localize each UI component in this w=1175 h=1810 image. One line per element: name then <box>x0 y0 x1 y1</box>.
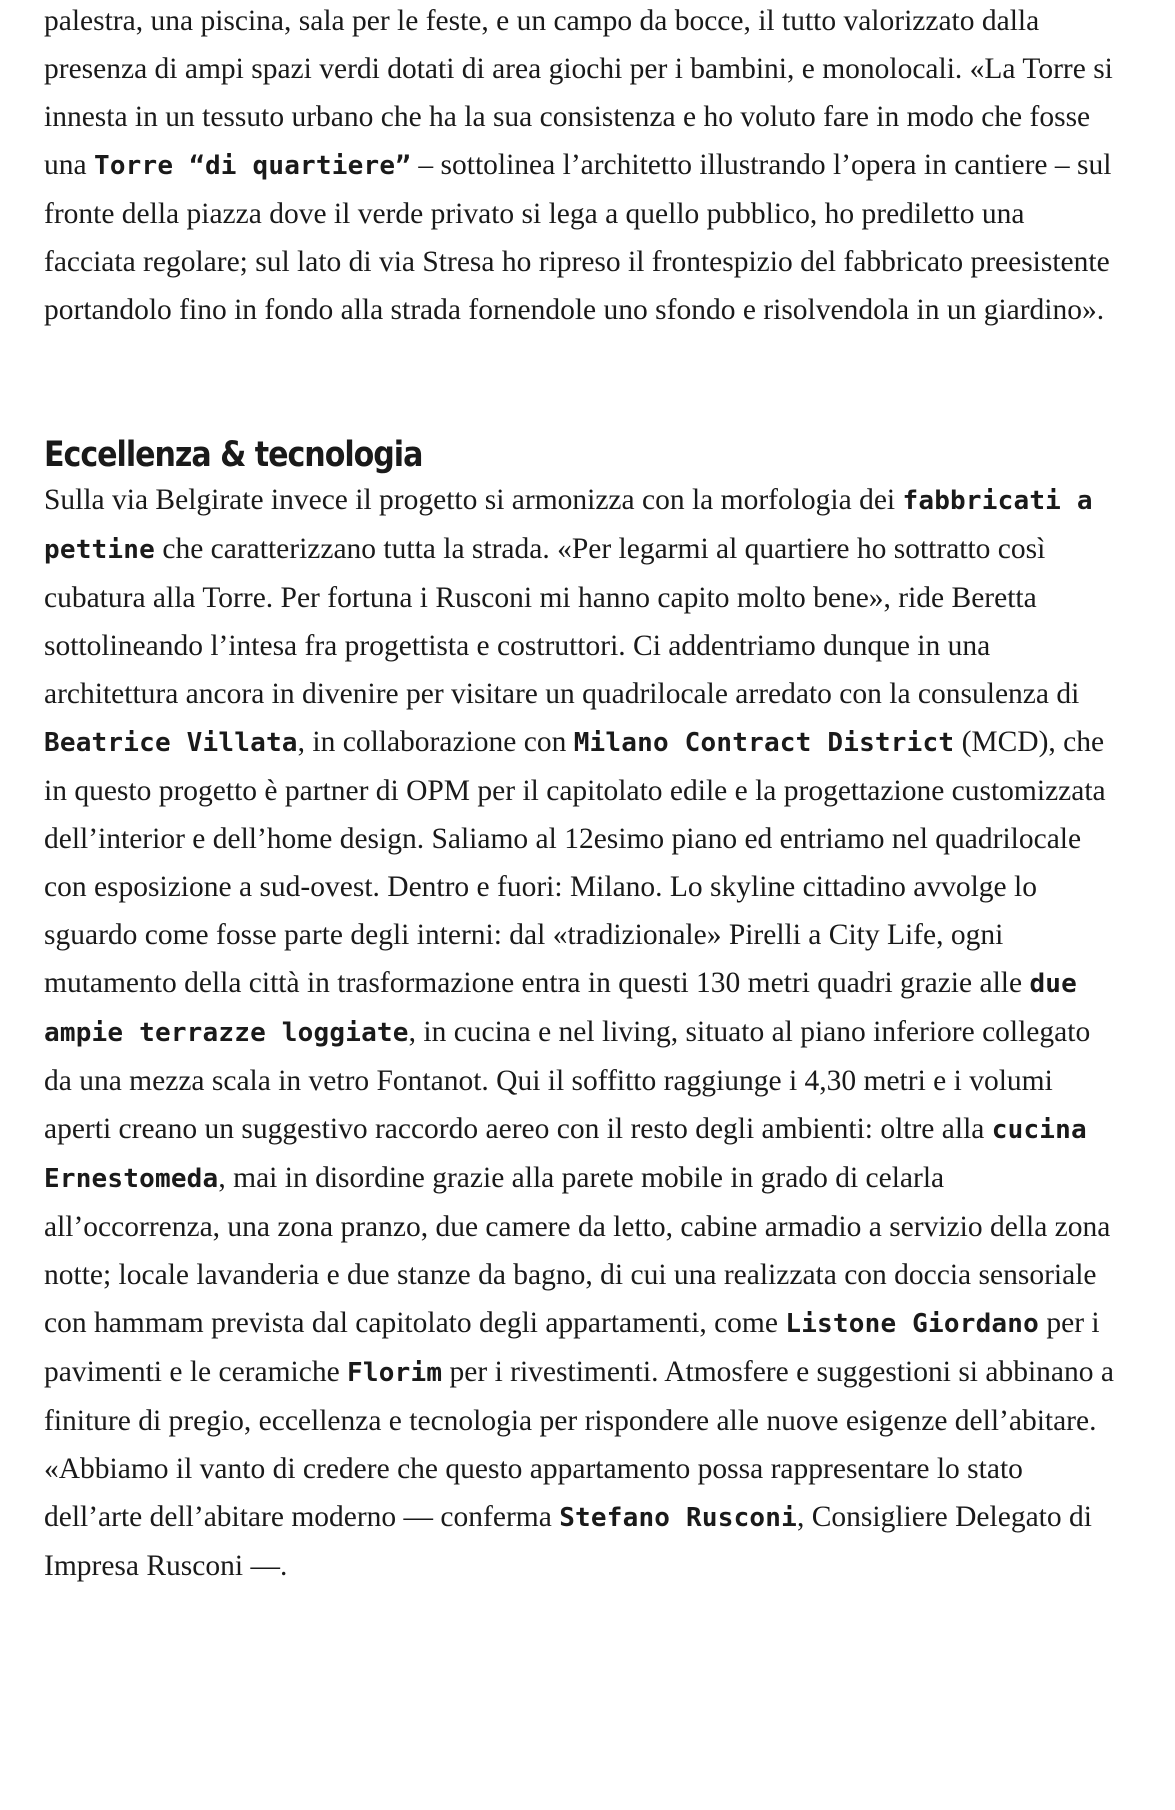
emphasized-term: Torre “di quartiere” <box>93 151 412 181</box>
paragraph-text: per i rivestimenti. Atmosfere e suggestioni si abbinano a finiture di pregio, eccellenza e tecnologia per rispondere alle nuove esigenze dell’abitare. «Abbiamo il vanto di credere che questo appartamento possa rappresentare lo stato dell’arte dell’abitare moderno — conferma <box>44 1356 1114 1533</box>
paragraph-text: (MCD), che in questo progetto è partner di OPM per il capitolato edile e la progettazione customizzata dell’interior e dell’home design. Saliamo al 12esimo piano ed entriamo nel quadrilocale con esposizione a sud-ovest. Dentro e fuori: Milano. Lo skyline cittadino avvolge lo sguardo come fosse parte degli interni: dal «tradizionale» Pirelli a City Life, ogni mutamento della città in trasformazione entra in questi 130 metri quadri grazie alle <box>44 726 1106 999</box>
emphasized-term: cucina Ernestomeda <box>44 1115 1087 1194</box>
paragraph-text: , in collaborazione con <box>297 726 574 758</box>
paragraph-text: palestra, una piscina, sala per le feste, e un campo da bocce, il tutto valorizzato dalla presenza di ampi spazi verdi dotati di area giochi per i bambini, e monolocali. «La Torre si innesta in un tessuto urbano che ha la sua consistenza e ho voluto fare in modo che fosse una <box>44 5 1113 181</box>
emphasized-term: fabbricati a pettine <box>44 486 1093 565</box>
article-paragraph <box>44 0 1115 334</box>
paragraph-text: Sulla via Belgirate invece il progetto si armonizza con la morfologia dei <box>44 484 903 516</box>
section-heading: Eccellenza & tecnologia <box>44 435 423 475</box>
emphasized-term: Florim <box>347 1358 443 1388</box>
paragraph-text: – sottolinea l’architetto illustrando l’opera in cantiere – sul fronte della piazza dove il verde privato si lega a quello pubblico, ho prediletto una facciata regolare; sul lato di via Stresa ho ripreso il frontespizio del fabbricato preesistente portandolo fino in fondo alla strada fornendole uno sfondo e risolvendola in un giardino». <box>44 149 1112 326</box>
emphasized-term: Listone Giordano <box>785 1309 1039 1339</box>
emphasized-term: Milano Contract District <box>573 728 955 758</box>
paragraph-text: che caratterizzano tutta la strada. «Per legarmi al quartiere ho sottratto così cubatura alla Torre. Per fortuna i Rusconi mi hanno capito molto bene», ride Beretta sottolineando l’intesa fra progettista e costruttori. Ci addentriamo dunque in una architettura ancora in divenire per visitare un quadrilocale arredato con la consulenza di <box>44 533 1080 710</box>
emphasized-term: Stefano Rusconi <box>559 1503 797 1533</box>
paragraph-text: , in cucina e nel living, situato al piano inferiore collegato da una mezza scala in vetro Fontanot. Qui il soffitto raggiunge i 4,30 metri e i volumi aperti creano un suggestivo raccordo aereo con il resto degli ambienti: oltre alla <box>44 1016 1091 1145</box>
emphasized-term: Beatrice Villata <box>44 728 298 758</box>
paragraph-text: , Consigliere Delegato di Impresa Rusconi —. <box>44 1501 1092 1582</box>
emphasized-term: due ampie terrazze loggiate <box>44 969 1077 1048</box>
paragraph-text: , mai in disordine grazie alla parete mobile in grado di celarla all’occorrenza, una zona pranzo, due camere da letto, cabine armadio a servizio della zona notte; locale lavanderia e due stanze da bagno, di cui una realizzata con doccia sensoriale con hammam prevista dal capitolato degli appartamenti, come <box>44 1162 1111 1339</box>
paragraph-text: per i pavimenti e le ceramiche <box>44 1307 1100 1388</box>
article-paragraph <box>44 476 1115 1590</box>
